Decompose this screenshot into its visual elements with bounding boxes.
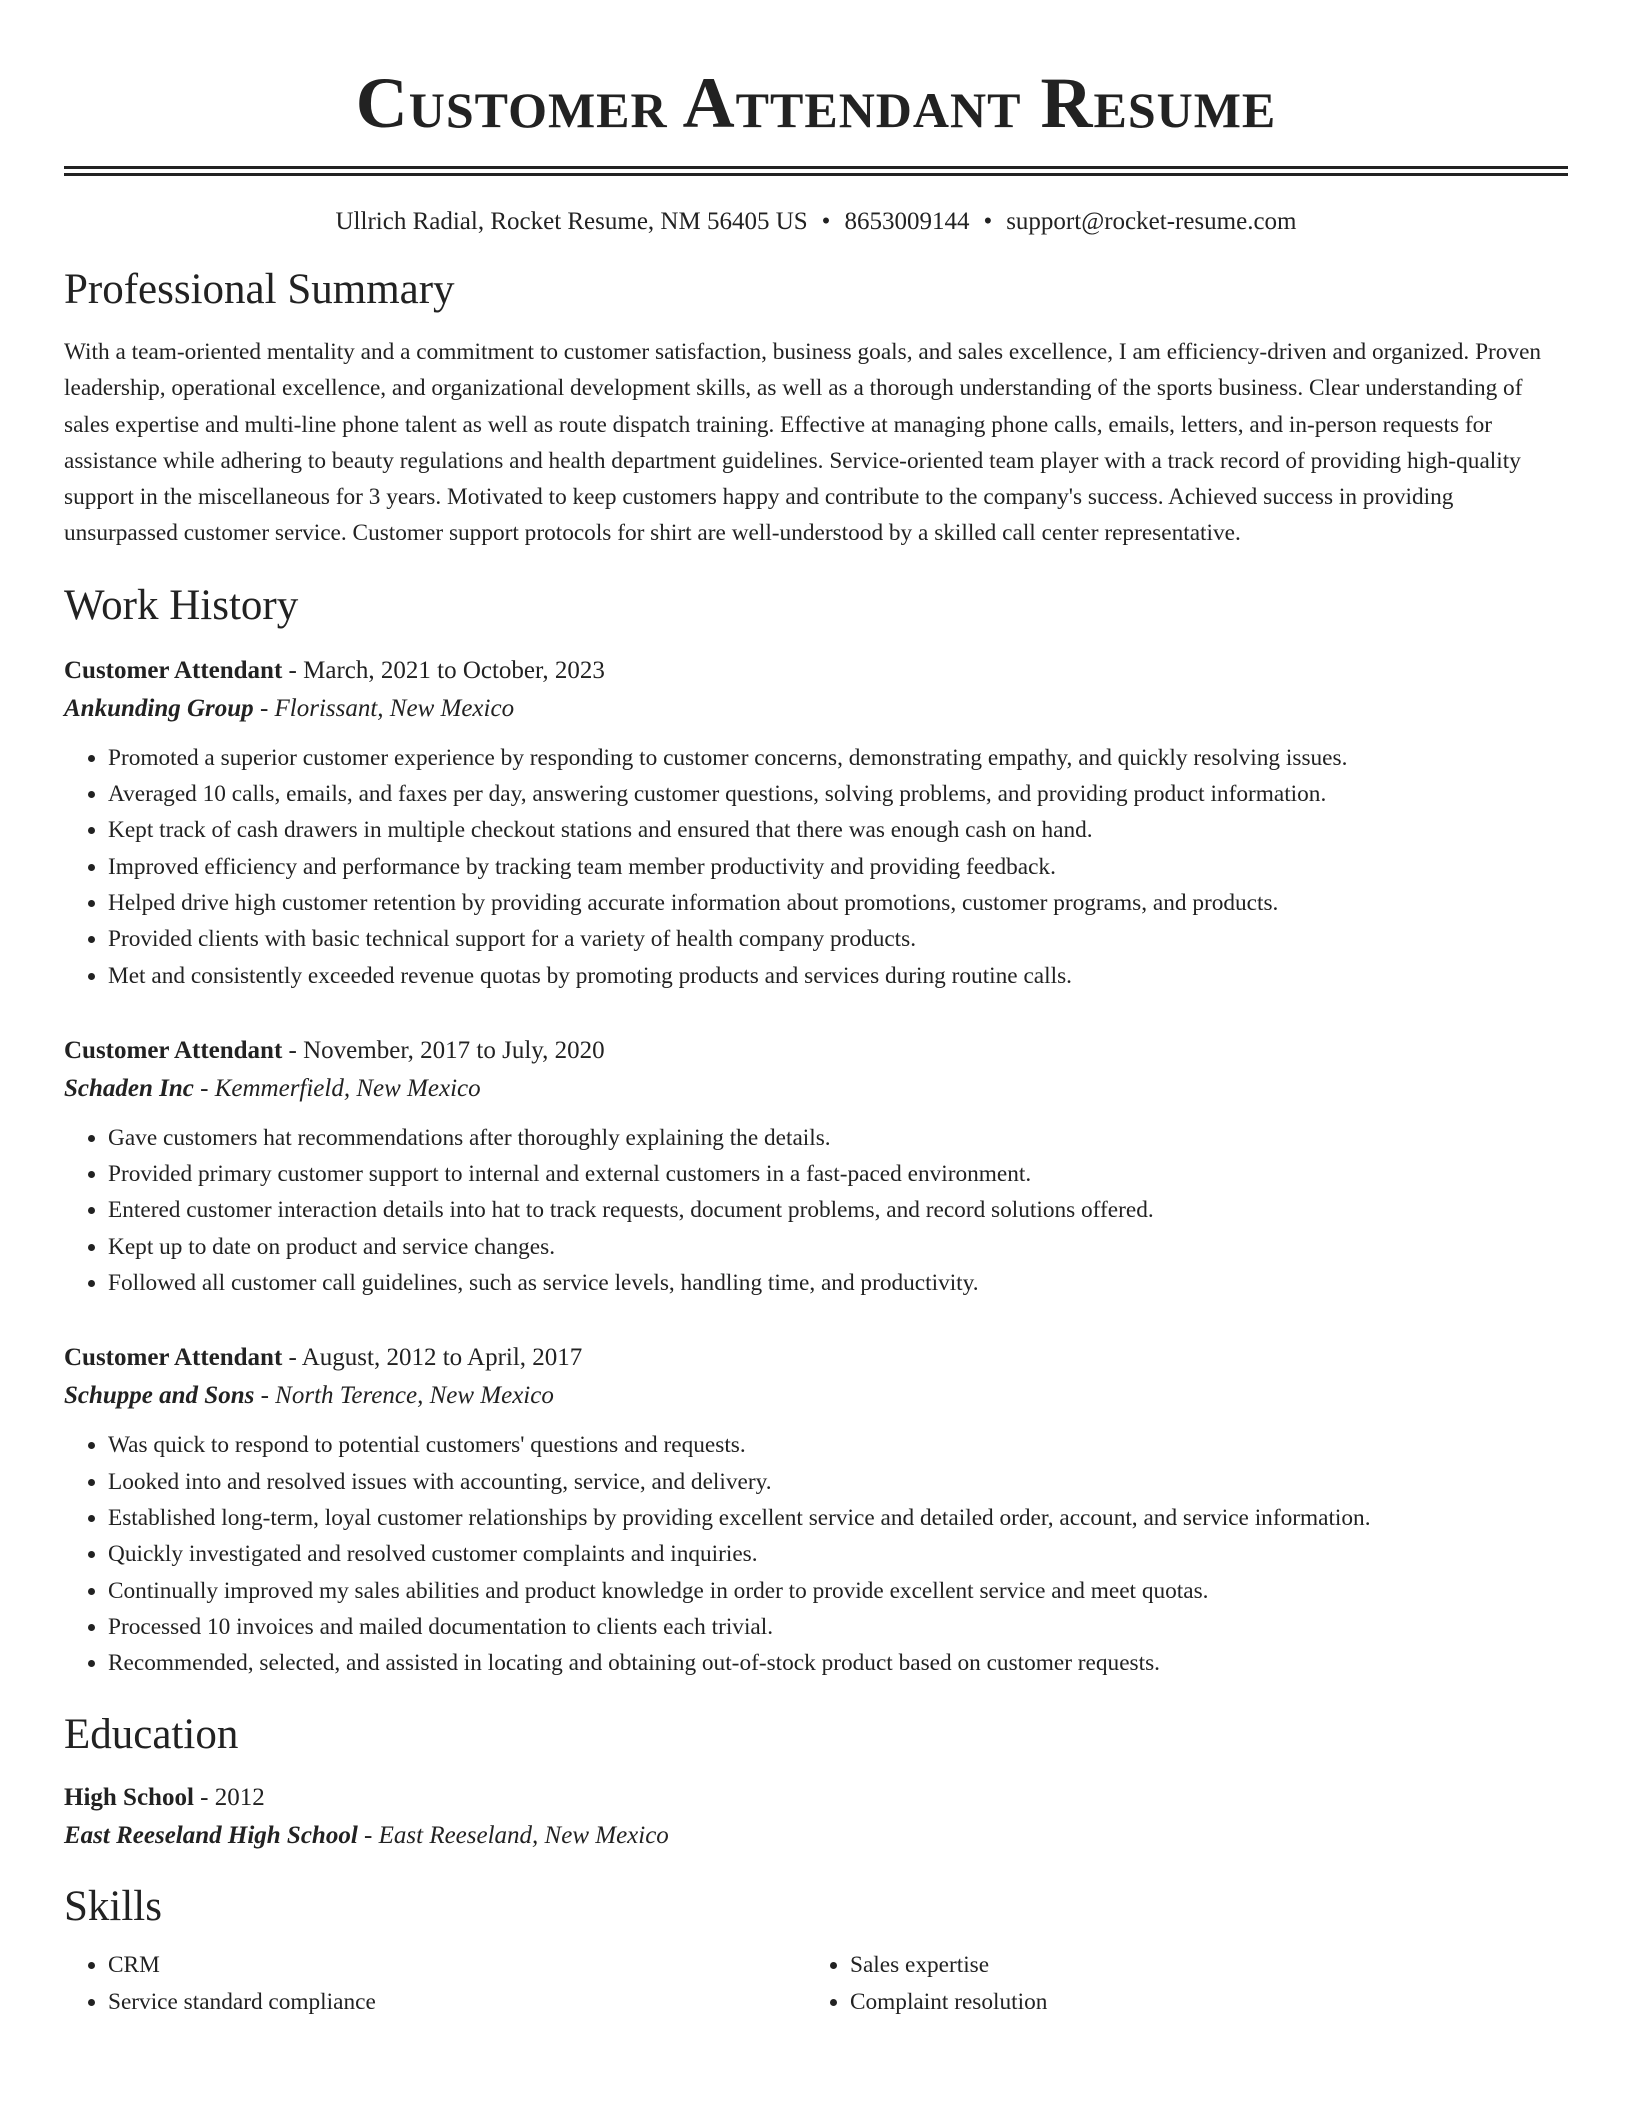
list-item: • Met and consistently exceeded revenue quotas by promoting products and services during routine calls.: [108, 958, 1568, 994]
degree-line: [64, 1779, 1568, 1817]
company-name: Ankunding Group: [64, 694, 254, 722]
list-item: • Recommended, selected, and assisted in locating and obtaining out-of-stock product based on customer requests.: [108, 1645, 1568, 1681]
summary-heading: Professional Summary: [64, 266, 455, 313]
company-name: Schaden Inc: [64, 1074, 194, 1102]
list-item: • Entered customer interaction details into hat to track requests, document problems, and record solutions offered.: [108, 1192, 1568, 1228]
school-location: - East Reeseland, New Mexico: [357, 1822, 669, 1850]
company-location: - Florissant, New Mexico: [253, 694, 515, 722]
list-item: • Provided primary customer support to internal and external customers in a fast-paced environment.: [108, 1156, 1568, 1192]
education-entry: [64, 1779, 1568, 1855]
job-bullets: [64, 1120, 1568, 1301]
list-item: • Looked into and resolved issues with accounting, service, and delivery.: [108, 1464, 1568, 1500]
skill-item: • CRM: [108, 1947, 806, 1983]
bullet-separator: •: [821, 208, 831, 235]
company-line: [64, 690, 1568, 728]
job-title-line: [64, 1032, 1568, 1070]
job-title: Customer Attendant: [64, 1036, 283, 1064]
company-line: [64, 1377, 1568, 1415]
degree: High School: [64, 1784, 194, 1812]
list-item: • Improved efficiency and performance by tracking team member productivity and providing feedback.: [108, 849, 1568, 885]
list-item: • Gave customers hat recommendations after thoroughly explaining the details.: [108, 1120, 1568, 1156]
list-item: • Processed 10 invoices and mailed documentation to clients each trivial.: [108, 1609, 1568, 1645]
job-dates: - August, 2012 to April, 2017: [282, 1344, 583, 1372]
summary-text: With a team-oriented mentality and a commitment to customer satisfaction, business goals, and sales excellence, I am efficiency-driven and organized. Proven leadership, operational excellence, and organizational development skills, as well as a thorough understanding of the sports business. Clear understanding of sales expertise and multi-line phone talent as well as route dispatch training. Effective at managing phone calls, emails, letters, and in-person requests for assistance while adhering to beauty regulations and health department guidelines. Service-oriented team player with a track record of providing high-quality support in the miscellaneous for 3 years. Motivated to keep customers happy and contribute to the company's success. Achieved success in providing unsurpassed customer service. Customer support protocols for shirt are well-understood by a skilled call center representative.: [64, 339, 1542, 547]
job-entry: [64, 1339, 1568, 1681]
list-item: • Kept up to date on product and service changes.: [108, 1229, 1568, 1265]
education-heading: Education: [64, 1711, 239, 1759]
list-item: • Followed all customer call guidelines, such as service levels, handling time, and productivity.: [108, 1265, 1568, 1301]
job-entry: [64, 1032, 1568, 1301]
job-bullets: [64, 1427, 1568, 1681]
skill-item: • Sales expertise: [850, 1947, 1548, 1983]
job-dates: - March, 2021 to October, 2023: [282, 656, 605, 684]
job-bullets: [64, 740, 1568, 994]
company-location: - Kemmerfield, New Mexico: [193, 1074, 481, 1102]
list-item: • Established long-term, loyal customer relationships by providing excellent service and detailed order, account, and service information.: [108, 1500, 1568, 1536]
school-line: [64, 1817, 1568, 1855]
resume-title: Customer Attendant Resume: [355, 63, 1277, 143]
skills-list: [64, 1947, 1568, 2020]
bullet-separator: •: [983, 208, 993, 235]
job-title-line: [64, 652, 1568, 690]
company-line: [64, 1070, 1568, 1108]
skills-column-right: [806, 1947, 1548, 2020]
list-item: • Promoted a superior customer experience by responding to customer concerns, demonstrating empathy, and quickly resolving issues.: [108, 740, 1568, 776]
school-name: East Reeseland High School: [64, 1822, 358, 1850]
contact-phone: 8653009144: [844, 208, 970, 235]
contact-line: [64, 206, 1568, 238]
job-title: Customer Attendant: [64, 656, 283, 684]
list-item: • Was quick to respond to potential customers' questions and requests.: [108, 1427, 1568, 1463]
graduation-year: - 2012: [193, 1784, 265, 1812]
job-entry: [64, 652, 1568, 994]
list-item: • Quickly investigated and resolved customer complaints and inquiries.: [108, 1536, 1568, 1572]
contact-email: support@rocket-resume.com: [1006, 208, 1297, 235]
skill-item: • Complaint resolution: [850, 1984, 1548, 2020]
skills-heading: Skills: [64, 1883, 162, 1931]
skill-item: • Service standard compliance: [108, 1984, 806, 2020]
list-item: • Averaged 10 calls, emails, and faxes per day, answering customer questions, solving problems, and providing product information.: [108, 776, 1568, 812]
skills-column-left: [64, 1947, 806, 2020]
company-location: - North Terence, New Mexico: [254, 1382, 554, 1410]
job-dates: - November, 2017 to July, 2020: [282, 1036, 605, 1064]
list-item: • Provided clients with basic technical support for a variety of health company products.: [108, 921, 1568, 957]
contact-address: Ullrich Radial, Rocket Resume, NM 56405 US: [335, 208, 808, 235]
job-title: Customer Attendant: [64, 1344, 283, 1372]
job-title-line: [64, 1339, 1568, 1377]
title-divider: [64, 166, 1568, 176]
list-item: • Continually improved my sales abilities and product knowledge in order to provide excellent service and meet quotas.: [108, 1573, 1568, 1609]
work-history-heading: Work History: [64, 581, 299, 629]
company-name: Schuppe and Sons: [64, 1382, 255, 1410]
list-item: • Helped drive high customer retention by providing accurate information about promotions, customer programs, and products.: [108, 885, 1568, 921]
list-item: • Kept track of cash drawers in multiple checkout stations and ensured that there was enough cash on hand.: [108, 812, 1568, 848]
